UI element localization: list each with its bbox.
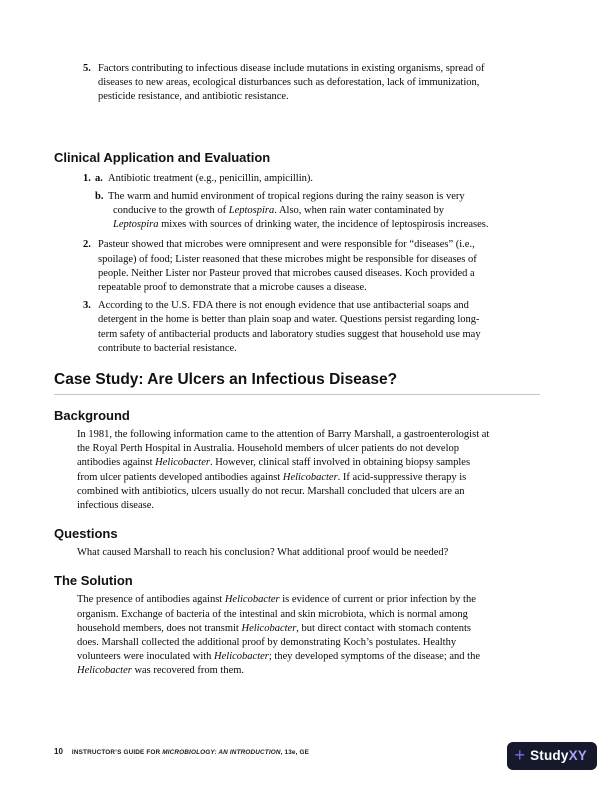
list-item-text: Pasteur showed that microbes were omnipresent and were responsible for “diseases” (i.e., spoilage) of food; Lister reasoned that these microbes might be responsible for diseases of people. Neither Lister nor Pasteur proved that microbes caused diseases. Koch provided a repeatable proof to demonstrate that a microbe causes a disease.: [98, 239, 477, 294]
studyxy-logo-badge: [507, 742, 597, 770]
running-footer-text: INSTRUCTOR’S GUIDE FOR MICROBIOLOGY: AN INTRODUCTION, 13e, GE: [71, 749, 310, 756]
list-item-5: [83, 62, 490, 105]
plus-icon: +: [514, 745, 526, 765]
page-footer: [54, 747, 309, 756]
list-number: 2.: [83, 239, 91, 251]
list-item-text: Antibiotic treatment (e.g., penicillin, ampicillin).: [108, 172, 313, 184]
list-sub-letter: a.: [95, 172, 103, 184]
list-item-text: Factors contributing to infectious disease include mutations in existing organisms, spread of diseases to new areas, ecological disturbances such as deforestation, lack of immunization, pesticide resistance, and antibiotic resistance.: [98, 63, 485, 103]
section-heading-clinical-application: Clinical Application and Evaluation: [54, 149, 271, 165]
background-paragraph: In 1981, the following information came to the attention of Barry Marshall, a gastroenterologist at the Royal Perth Hospital in Australia. Household members of ulcer patients do not develop antibodies against Helicobacter. However, clinical staff involved in obtaining biopsy samples from ulcer patients developed antibodies against Helicobacter. If acid-suppressive therapy is combined with antibiotics, ulcers usually do not recur. Marshall concluded that ulcers are an infectious disease.: [77, 429, 490, 512]
list-number: 3.: [83, 300, 91, 312]
logo-xy-text: XY: [568, 748, 587, 763]
list-item-2: [83, 238, 490, 295]
list-item-text: According to the U.S. FDA there is not enough evidence that use antibacterial soaps and detergent in the home is better than plain soap and water. Questions persist regarding long-term safety of antibacterial products and laboratory studies suggest that household use may contribute to bacterial resistance.: [98, 300, 481, 354]
logo-study-text: Study: [530, 748, 569, 763]
list-number-spacer: [83, 190, 95, 233]
list-item-text: The warm and humid environment of tropical regions during the rainy season is very conducive to the growth of Leptospira. Also, when rain water contaminated by Leptospira mixes with sources of drinking water, the incidence of leptospirosis increases.: [108, 190, 489, 231]
list-item-1a: [83, 172, 490, 186]
solution-paragraph: The presence of antibodies against Helicobacter is evidence of current or prior infection by the organism. Exchange of bacteria of the intestinal and skin microbiota, which is normal among household members, does not transmit Helicobacter, but direct contact with stomach contents does. Marshall collected the additional proof by demonstrating Koch’s postulates. Healthy volunteers were inoculated with Helicobacter; they developed symptoms of the disease; and the Helicobacter was recovered from them.: [77, 594, 480, 677]
subheading-questions: Questions: [54, 526, 118, 542]
page-number: 10: [54, 747, 63, 756]
list-item-1b: [83, 190, 490, 233]
case-study-title: Case Study: Are Ulcers an Infectious Disease?: [54, 370, 540, 395]
list-number: 5.: [83, 63, 91, 74]
list-number: 1.: [83, 172, 91, 184]
logo-wordmark: [530, 747, 587, 765]
questions-paragraph: What caused Marshall to reach his conclusion? What additional proof would be needed?: [77, 547, 449, 559]
list-item-3: [83, 299, 490, 356]
list-sub-letter: b.: [95, 190, 104, 202]
subheading-the-solution: The Solution: [54, 573, 133, 589]
subheading-background: Background: [54, 408, 130, 424]
